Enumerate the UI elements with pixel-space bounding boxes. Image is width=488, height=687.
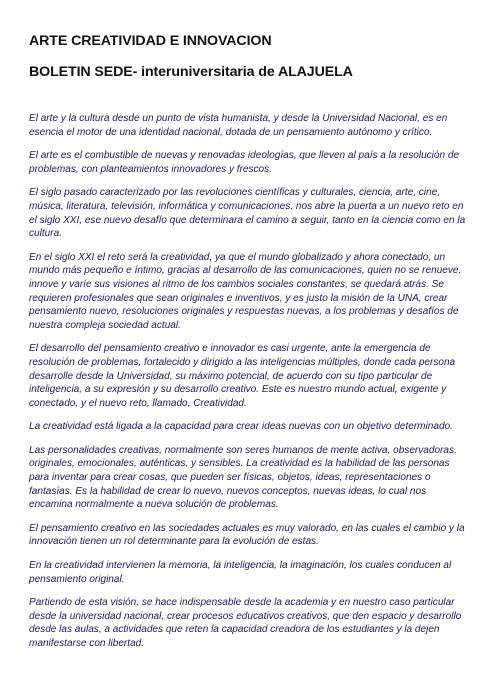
paragraph: La creatividad está ligada a la capacidad para crear ideas nuevas con un objetivo determinado. <box>29 421 453 433</box>
paragraph: El siglo pasado caracterizado por las revoluciones científicas y culturales, ciencia, arte, cine, música, literatura, televisión, informática y comunicaciones, nos abre la puerta a un nuevo reto en el siglo XXI, ese nuevo desafío que determinara el camino a seguir, tanto en la ciencia como en la cultura. <box>29 187 466 240</box>
paragraph: El arte y la cultura desde un punto de vista humanista, y desde la Universidad Nacional, es en esencia el motor de una identidad nacional, dotada de un pensamiento autónomo y crítico. <box>29 113 448 138</box>
document-title: ARTE CREATIVIDAD E INNOVACION <box>29 33 272 49</box>
document-body <box>29 112 466 651</box>
document-subtitle: BOLETIN SEDE- interuniversitaria de ALAJUELA <box>29 64 353 80</box>
paragraph: En la creatividad intervienen la memoria, la inteligencia, la imaginación, los cuales conducen al pensamiento original. <box>29 560 452 585</box>
paragraph: Las personalidades creativas, normalmente son seres humanos de mente activa, observadoras, originales, emocionales, auténticas, y sensibles. La creatividad es la habilidad de las personas para inventar para crear cosas, que pueden ser físicas, objetos, ideas, representaciones o fantasías. Es la habilidad de crear lo nuevo, nuevos conceptos, nuevas ideas, lo cual nos encamina normalmente a nueva solución de problemas. <box>29 444 457 511</box>
paragraph: El pensamiento creativo en las sociedades actuales es muy valorado, en las cuales el cambio y la innovación tienen un rol determinante para la evolución de estas. <box>29 522 465 548</box>
paragraph: El arte es el combustible de nuevas y renovadas ideologías, que lleven al país a la resolución de problemas, con planteamientos innovadores y frescos. <box>29 150 460 175</box>
paragraph: El desarrollo del pensamiento creativo e innovador es casi urgente, ante la emergencia de resolución de problemas, fortalecido y dirigido a las inteligencias múltiples, donde cada persona desarrolle desde la Universidad, su máximo potencial, de acuerdo con su tipo particular de inteligencia, a su expresión y su desarrollo creativo. Este es nuestro mundo actual, exigente y conectado, y el nuevo reto, llamado, Creatividad. <box>29 343 456 409</box>
paragraph: En el siglo XXI el reto será la creatividad, ya que el mundo globalizado y ahora conectado, un mundo más pequeño e íntimo, gracias al desarrollo de las comunicaciones, quien no se renueve, innove y varíe sus visiones al ritmo de los cambios sociales constantes, se quedará atrás. Se requieren profesionales que sean originales e inventivos, y es justo la misión de la UNA, crear pensamiento nuevo, resoluciones originales y respuestas nuevas, a los problemas y desafíos de nuestra compleja sociedad actual. <box>29 251 462 331</box>
paragraph: Partiendo de esta visión, se hace indispensable desde la academia y en nuestro caso particular desde la universidad nacional, crear procesos educativos creativos, que den espacio y desarrollo desde las aulas, a actividades que reten la capacidad creadora de los estudiantes y la dejen manifestarse con libertad. <box>29 597 462 649</box>
